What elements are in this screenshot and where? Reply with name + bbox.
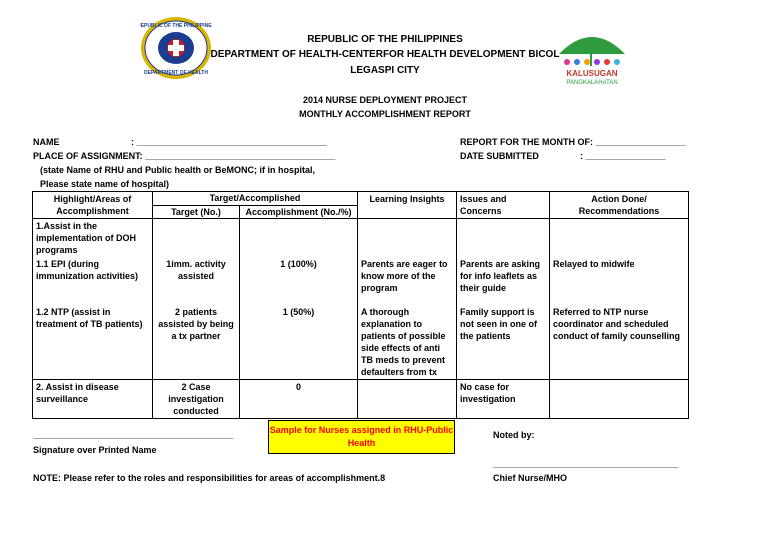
- row2-issues: Parents are asking for info leaflets as their guide: [460, 259, 541, 293]
- header-highlight: Highlight/Areas of Accomplishment: [33, 192, 153, 219]
- doh-seal: [140, 16, 212, 80]
- row3-action: Referred to NTP nurse coordinator and scheduled conduct of family counselling: [553, 307, 681, 341]
- logo-subtext: PANGKALAHATAN: [566, 80, 618, 86]
- signature-line: ________________________________________: [33, 430, 234, 440]
- row3-highlight: 1.2 NTP (assist in treatment of TB patients): [36, 307, 143, 329]
- row3-target: 2 patients assisted by being a tx partner: [158, 307, 234, 341]
- header-line3: LEGASPI CITY: [350, 65, 420, 76]
- sample-note-box: Sample for Nurses assigned in RHU-Public Health: [268, 420, 455, 454]
- header-line2: DEPARTMENT OF HEALTH-CENTERFOR HEALTH DEVELOPMENT BICOL: [210, 49, 560, 60]
- row2-insights: Parents are eager to know more of the program: [361, 259, 448, 293]
- header-accomplishment: Accomplishment (No./%): [240, 205, 358, 219]
- row4-highlight: 2. Assist in disease surveillance: [33, 380, 153, 419]
- seal-text-bottom: DEPARTMENT OF HEALTH: [144, 70, 208, 76]
- place-note-1: (state Name of RHU and Public health or BeMONC; if in hospital,: [40, 165, 316, 175]
- table-row: [33, 219, 689, 380]
- footer-note: NOTE: Please refer to the roles and responsibilities for areas of accomplishment.8: [33, 473, 386, 483]
- row4-issues: No case for investigation: [457, 380, 550, 419]
- header-line1: REPUBLIC OF THE PHILIPPINES: [307, 34, 463, 45]
- place-note-2: Please state name of hospital): [40, 179, 170, 189]
- logo-text: KALUSUGAN: [566, 69, 618, 78]
- date-submitted-label: DATE SUBMITTED: [460, 151, 539, 161]
- accomplishment-table: [32, 191, 689, 419]
- row4-accomplishment: 0: [240, 380, 358, 419]
- noted-by-label: Noted by:: [493, 430, 535, 440]
- row4-action: [550, 380, 689, 419]
- report-title: MONTHLY ACCOMPLISHMENT REPORT: [299, 109, 471, 119]
- header-action: Action Done/ Recommendations: [550, 192, 689, 219]
- header-target: Target (No.): [153, 205, 240, 219]
- kalusugan-logo: [553, 24, 631, 86]
- chief-nurse-label: Chief Nurse/MHO: [493, 473, 568, 483]
- row2-accomplishment: 1 (100%): [280, 259, 317, 269]
- row3-issues: Family support is not seen in one of the patients: [460, 307, 538, 341]
- signature-label: Signature over Printed Name: [33, 445, 157, 455]
- row2-highlight: 1.1 EPI (during immunization activities): [36, 259, 139, 281]
- report-month-field: REPORT FOR THE MONTH OF: __________________: [460, 137, 686, 147]
- chief-signature-line: _____________________________________: [493, 459, 679, 469]
- header-learning-insights: Learning Insights: [358, 192, 457, 219]
- seal-text-top: REPUBLIC OF THE PHILIPPINES: [140, 23, 212, 29]
- row4-target: 2 Case investigation conducted: [153, 380, 240, 419]
- header-issues: Issues and Concerns: [457, 192, 550, 219]
- project-title: 2014 NURSE DEPLOYMENT PROJECT: [302, 95, 468, 105]
- place-of-assignment-field: PLACE OF ASSIGNMENT: ______________________________________: [33, 151, 336, 161]
- row2-action: Relayed to midwife: [553, 259, 635, 269]
- row2-target: 1imm. activity assisted: [166, 259, 226, 281]
- table-row: [33, 380, 689, 419]
- name-field-line: : ______________________________________: [131, 137, 327, 147]
- name-label: NAME: [33, 137, 60, 147]
- row1-highlight: 1.Assist in the implementation of DOH programs: [36, 221, 137, 255]
- row4-insights: [358, 380, 457, 419]
- row3-insights: A thorough explanation to patients of possible side effects of anti TB meds to prevent defaulters from tx: [361, 307, 446, 377]
- date-submitted-line: : ________________: [580, 151, 666, 161]
- header-target-group: Target/Accomplished: [153, 192, 358, 206]
- row3-accomplishment: 1 (50%): [282, 307, 315, 317]
